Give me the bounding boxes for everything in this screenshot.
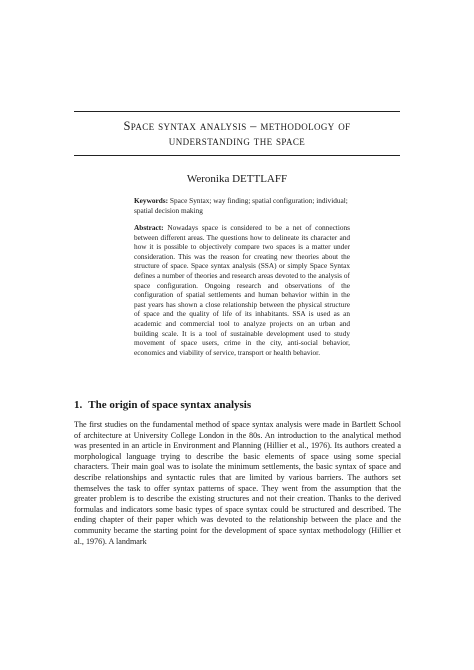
section-number: 1.	[74, 399, 83, 411]
abstract-text: Nowadays space is considered to be a net of connections between different areas. The questions how to delineate its character and how it is possible to objectively compare two spaces is a matter under consideration. This was the reason for creating new theories about the structure of space. Space syntax analysis (SSA) or simply Space Syntax defines a number of theories and research areas devoted to the analysis of space configuration. Ongoing research and observations of the configuration of spatial settlements and human behavior within in the past years has shown a close relationship between the physical structure of space and the quality of life of its inhabitants. SSA is used as an academic and commercial tool to analyze projects on an urban and building scale. It is a tool of sustainable development used to study movement of space users, crime in the city, anti-social behavior, economics and viability of service, transport or health behavior.	[134, 223, 351, 357]
keywords-text: Space Syntax; way finding; spatial configuration; individual; spatial decision making	[134, 196, 348, 215]
section-title: The origin of space syntax analysis	[88, 399, 252, 411]
abstract-block	[134, 223, 350, 357]
title-top-rule	[74, 111, 400, 112]
title-bottom-rule	[74, 155, 400, 156]
paper-title: Space syntax analysis – methodology of understanding the space	[123, 119, 351, 148]
section-heading	[74, 399, 251, 412]
abstract-label: Abstract:	[134, 223, 164, 232]
author-name: Weronika DETTLAFF	[186, 173, 288, 185]
body-paragraph: The first studies on the fundamental method of space syntax analysis were made in Bartlett School of architecture at University College London in the 80s. An introduction to the analytical method was presented in an article in Environment and Planning (Hillier et al., 1976). Its authors created a morphological language trying to describe the basic elements of space using some special characters. Their main goal was to isolate the minimum settlements, the basic syntax of space and describe relationships and syntactic rules that are limited by various barriers. The authors set themselves the task to offer syntax patterns of space. They went from the assumption that the greater problem is to describe the existing structures and not their creation. Thanks to the derived formulas and indicators some basic types of space syntax could be structured and described. The ending chapter of their paper which was devoted to the relationship between the place and the community became the starting point for the development of space syntax methodology (Hillier et al., 1976). A landmark	[74, 420, 401, 546]
keywords-block	[134, 196, 350, 215]
keywords-label: Keywords:	[134, 196, 169, 205]
